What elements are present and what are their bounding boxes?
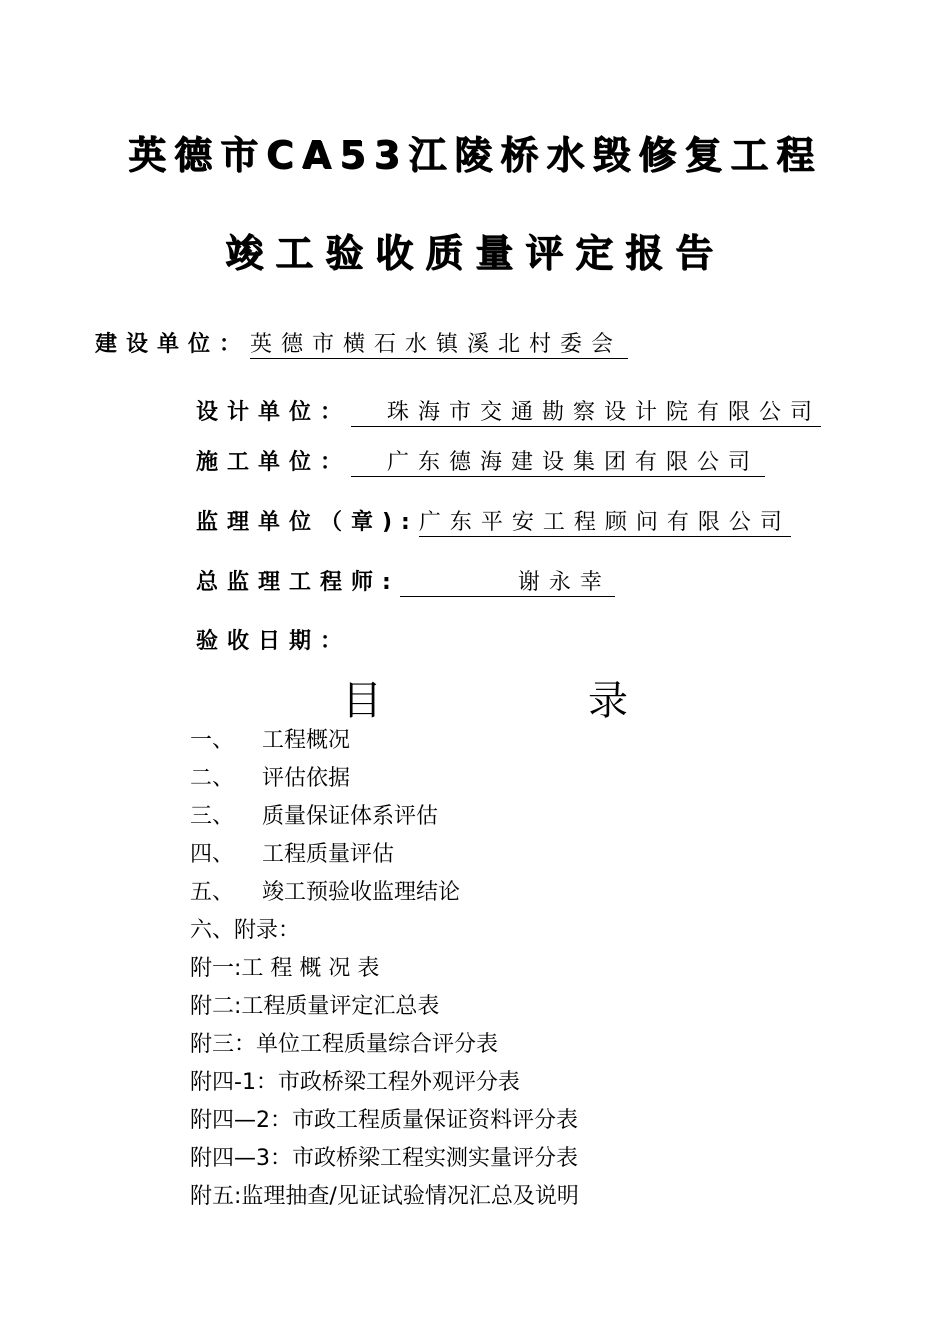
toc-heading-right: 录 (588, 678, 628, 724)
toc-item (190, 760, 579, 798)
toc-item-number: 五、 (190, 880, 235, 905)
toc-item-text: 附三：单位工程质量综合评分表 (190, 1032, 499, 1057)
acceptance-date-row (196, 627, 351, 657)
toc-item-text: 附四—3：市政桥梁工程实测实量评分表 (190, 1146, 578, 1171)
construction-unit-value: 英德市横石水镇溪北村委会 (250, 332, 628, 359)
toc-item (190, 1102, 579, 1140)
toc-item-text: 附四-1：市政桥梁工程外观评分表 (190, 1070, 520, 1095)
toc-item-text: 质量保证体系评估 (262, 804, 439, 829)
chief-engineer-value: 谢永幸 (400, 570, 615, 597)
toc-item-number: 三、 (190, 804, 235, 829)
builder-unit-row (196, 448, 765, 478)
chief-engineer-label: 总监理工程师: (196, 570, 400, 595)
toc-item (190, 1140, 579, 1178)
supervisor-unit-label: 监理单位（章): (196, 510, 419, 535)
builder-unit-label: 施工单位： (196, 450, 352, 475)
toc-item (190, 950, 579, 988)
toc-item (190, 1178, 579, 1216)
builder-unit-value: 广东德海建设集团有限公司 (351, 450, 765, 477)
design-unit-row (196, 398, 821, 428)
toc-item-number: 一、 (190, 728, 235, 753)
toc-item-text: 附四—2：市政工程质量保证资料评分表 (190, 1108, 578, 1133)
table-of-contents (190, 722, 579, 1216)
toc-item (190, 722, 579, 760)
supervisor-unit-row (196, 508, 791, 538)
report-title-line2: 竣工验收质量评定报告 (224, 231, 725, 275)
design-unit-value: 珠海市交通勘察设计院有限公司 (351, 400, 821, 427)
toc-item-text: 工程质量评估 (262, 842, 395, 867)
supervisor-unit-value: 广东平安工程顾问有限公司 (418, 510, 791, 535)
toc-item (190, 1064, 579, 1102)
toc-heading-left: 目 (342, 678, 382, 724)
report-title-line1: 英德市CA53江陵桥水毁修复工程 (127, 133, 823, 177)
chief-engineer-row (196, 568, 615, 598)
toc-item-text: 附二:工程质量评定汇总表 (190, 994, 440, 1019)
toc-item-text: 附一:工 程 概 况 表 (190, 956, 380, 981)
construction-unit-row (95, 330, 628, 360)
toc-item (190, 836, 579, 874)
toc-item-text: 六、附录： (190, 918, 301, 943)
toc-item (190, 912, 579, 950)
toc-item-text: 竣工预验收监理结论 (262, 880, 461, 905)
toc-item (190, 874, 579, 912)
toc-item-number: 四、 (190, 842, 235, 867)
toc-item (190, 798, 579, 836)
acceptance-date-label: 验收日期： (196, 629, 352, 654)
design-unit-label: 设计单位： (196, 400, 352, 425)
toc-item-text: 附五:监理抽查/见证试验情况汇总及说明 (190, 1184, 579, 1209)
toc-item-text: 评估依据 (262, 766, 351, 791)
construction-unit-label: 建设单位： (95, 332, 251, 357)
toc-item (190, 1026, 579, 1064)
toc-item-number: 二、 (190, 766, 235, 791)
toc-item-text: 工程概况 (262, 728, 351, 753)
toc-item (190, 988, 579, 1026)
